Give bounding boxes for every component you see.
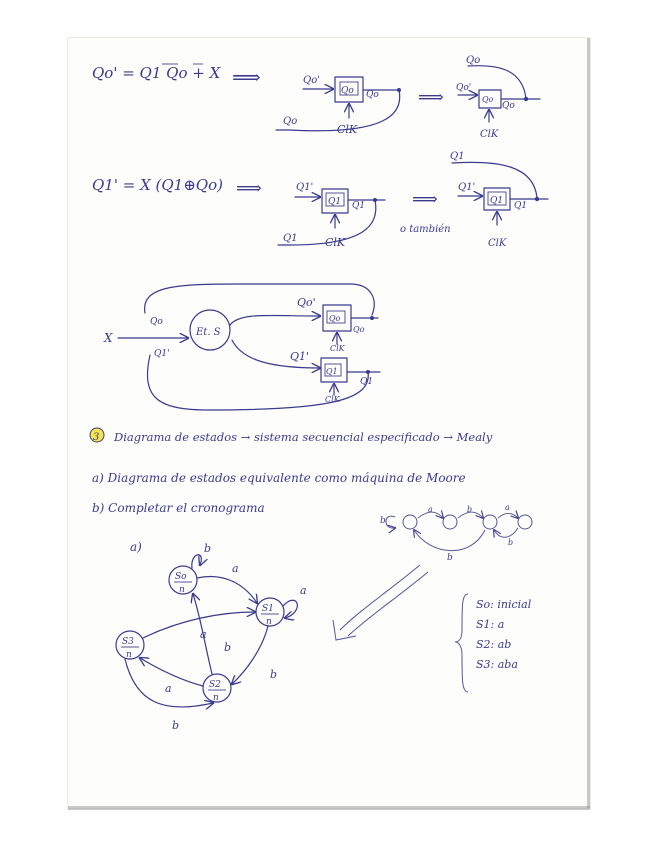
svg-text:b: b [467, 505, 473, 514]
svg-text:Q1: Q1 [360, 377, 374, 387]
svg-text:n: n [179, 585, 185, 595]
svg-text:ClK: ClK [325, 395, 340, 404]
svg-text:So: So [175, 572, 187, 582]
svg-text:a: a [428, 505, 433, 514]
svg-text:ClK: ClK [337, 123, 358, 136]
implies-arrow-3: ⟹ [236, 178, 262, 199]
svg-text:Q1: Q1 [283, 233, 298, 244]
svg-text:Qo: Qo [329, 314, 341, 323]
svg-text:S1: S1 [262, 604, 274, 614]
part-b-text: b) Completar el cronograma [92, 501, 265, 515]
svg-text:b: b [447, 553, 453, 563]
svg-text:Q1: Q1 [450, 151, 465, 162]
equation-q1: Q1' = X (Q1⊕Qo) [92, 176, 223, 194]
svg-text:Qo': Qo' [297, 296, 316, 309]
svg-text:So: inicial: So: inicial [476, 598, 532, 611]
o-tambien: o también [400, 224, 451, 235]
svg-text:a: a [200, 628, 207, 641]
mealy-mini-diagram [380, 503, 532, 563]
state-legend [455, 594, 532, 692]
flipflop-q1-simplified [450, 151, 548, 249]
part-a-label: a) [130, 540, 142, 554]
svg-text:Qo: Qo [353, 325, 365, 334]
svg-text:b: b [172, 719, 180, 732]
flipflop-q1 [278, 182, 385, 249]
svg-text:Qo: Qo [341, 86, 354, 96]
svg-text:ClK: ClK [488, 238, 507, 249]
svg-text:a: a [165, 682, 172, 695]
svg-text:ClK: ClK [330, 344, 345, 353]
svg-text:ClK: ClK [325, 236, 346, 249]
svg-text:Q1': Q1' [290, 350, 310, 363]
implies-arrow-2: ⟹ [418, 87, 444, 108]
svg-text:ClK: ClK [480, 129, 499, 140]
item-number: 3 [93, 432, 100, 443]
svg-text:Q1: Q1 [490, 196, 504, 206]
svg-text:Q1: Q1 [514, 201, 528, 211]
svg-text:Qo': Qo' [456, 83, 472, 93]
equation-q0: Qo' = Q1 Qo + X [92, 64, 221, 82]
svg-text:Q1': Q1' [458, 182, 476, 193]
svg-text:Q1': Q1' [154, 349, 170, 359]
svg-text:b: b [380, 516, 386, 526]
svg-text:n: n [126, 650, 132, 660]
implies-arrow-4: ⟹ [412, 189, 438, 210]
svg-text:S1: a: S1: a [476, 618, 505, 631]
svg-text:b: b [224, 641, 232, 654]
svg-text:Q1: Q1 [352, 201, 366, 211]
svg-text:b: b [204, 542, 212, 555]
part-a-text: a) Diagrama de estados equivalente como máquina de Moore [92, 471, 466, 485]
svg-text:S3: aba: S3: aba [476, 658, 518, 671]
svg-text:Qo: Qo [366, 90, 379, 100]
svg-text:S2: ab: S2: ab [476, 638, 512, 651]
svg-text:Q1': Q1' [296, 182, 314, 193]
svg-text:a: a [505, 503, 510, 512]
svg-text:n: n [213, 693, 219, 703]
svg-text:Q1: Q1 [326, 367, 338, 376]
svg-text:Qo': Qo' [303, 75, 320, 86]
svg-text:a: a [300, 584, 307, 597]
flipflop-q0-simplified [456, 55, 540, 140]
svg-text:Et. S: Et. S [196, 327, 221, 338]
svg-text:Q1: Q1 [328, 197, 342, 207]
svg-text:S2: S2 [209, 680, 221, 690]
svg-text:Qo: Qo [502, 101, 515, 111]
svg-text:X: X [104, 331, 113, 345]
svg-text:n: n [266, 617, 272, 627]
svg-text:Qo: Qo [466, 55, 481, 66]
block-diagram [103, 284, 380, 410]
implies-arrow-1: ⟹ [232, 65, 261, 89]
flipflop-q0 [276, 75, 401, 136]
svg-text:b: b [270, 668, 278, 681]
svg-text:S3: S3 [122, 637, 134, 647]
svg-text:b: b [508, 538, 514, 547]
conversion-arrow [333, 565, 428, 640]
item3-text: Diagrama de estados → sistema secuencial especificado → Mealy [114, 430, 493, 444]
moore-state-diagram [116, 542, 307, 732]
svg-text:a: a [232, 562, 239, 575]
svg-text:Qo: Qo [150, 317, 163, 327]
svg-text:Qo: Qo [482, 95, 494, 104]
svg-text:Qo: Qo [283, 116, 298, 127]
